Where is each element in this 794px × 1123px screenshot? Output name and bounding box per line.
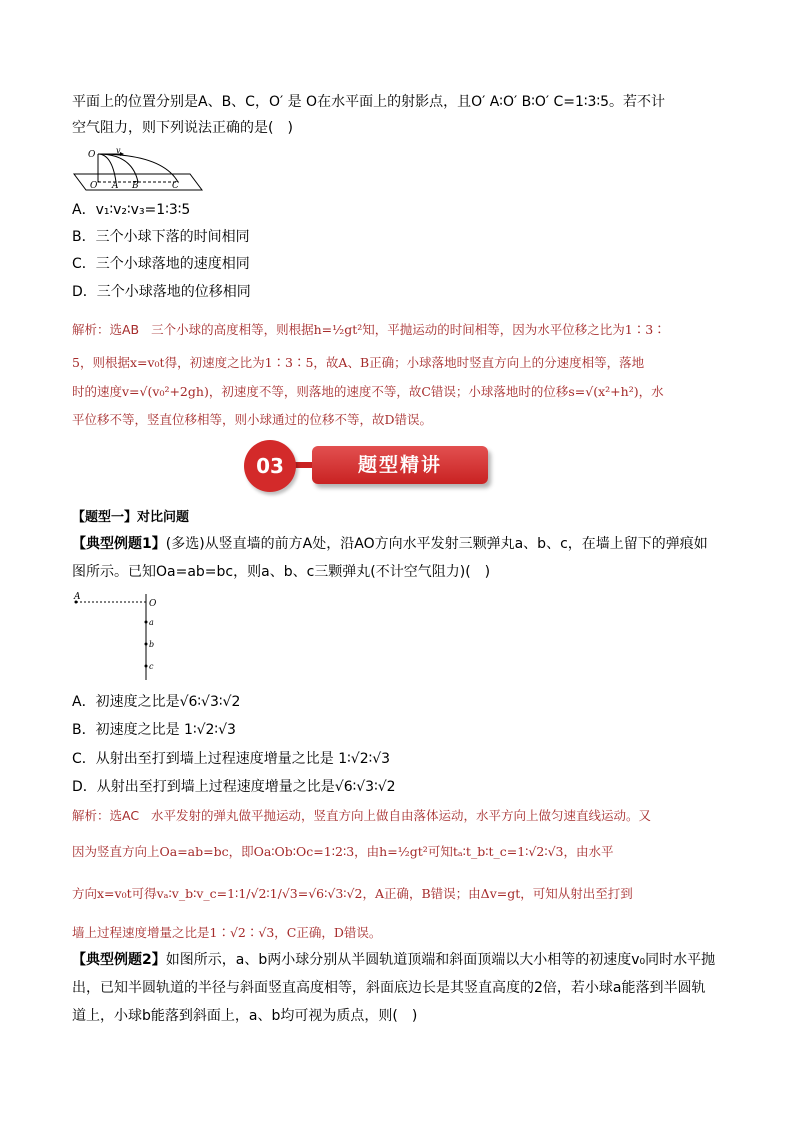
q1-option-a: A．v₁∶v₂∶v₃=1∶3∶5 — [72, 202, 191, 218]
fig1-label-B: B — [132, 181, 139, 191]
fig1-label-A: A — [112, 181, 119, 191]
fig1-label-C: C — [172, 181, 179, 191]
q1-solution-line-3: 时的速度v=√(v₀²+2gh)，初速度不等，则落地的速度不等，故C错误；小球落地时的位移s=√(x²+h²)，水 — [72, 384, 664, 399]
example1-line-1 — [72, 534, 732, 554]
fig2-label-O: O — [149, 599, 157, 609]
q2-solution-line-2: 因为竖直方向上Oa=ab=bc，即Oa∶Ob∶Oc=1∶2∶3，由h=½gt²可知tₐ∶t_b∶t_c=1∶√2∶√3，由水平 — [72, 844, 614, 859]
example1-text-1: (多选)从竖直墙的前方A处，沿AO方向水平发射三颗弹丸a、b、c，在墙上留下的弹痕如 — [165, 536, 708, 552]
q2-option-a: A．初速度之比是√6∶√3∶√2 — [72, 694, 241, 710]
q2-option-b: B．初速度之比是 1∶√2∶√3 — [72, 722, 236, 738]
q1-solution-line-1 — [72, 320, 732, 340]
fig2-label-c: c — [149, 662, 154, 671]
q2-solution-line-1 — [72, 806, 732, 826]
section-title: 【题型一】对比问题 — [72, 510, 190, 525]
trajectory-figure — [72, 146, 204, 192]
fig1-label-v: v — [116, 146, 121, 155]
q2-option-c: C．从射出至打到墙上过程速度增量之比是 1∶√2∶√3 — [72, 751, 391, 767]
intro-line-2: 空气阻力，则下列说法正确的是( ) — [72, 120, 293, 136]
q1-solution-text-1: 三个小球的高度相等，则根据h=½gt²知，平抛运动的时间相等，因为水平位移之比为1∶3∶ — [151, 322, 666, 337]
banner-number: 03 — [244, 440, 296, 492]
fig2-label-a: a — [149, 618, 154, 627]
q1-option-d: D．三个小球落地的位移相同 — [72, 284, 251, 300]
example1-line-2: 图所示。已知Oa=ab=bc，则a、b、c三颗弹丸(不计空气阻力)( ) — [72, 564, 491, 580]
q2-solution-text-1: 水平发射的弹丸做平抛运动，竖直方向上做自由落体运动，水平方向上做匀速直线运动。又 — [150, 808, 651, 823]
banner-title: 题型精讲 — [312, 446, 488, 484]
q1-option-b: B．三个小球下落的时间相同 — [72, 229, 250, 245]
q1-solution-line-2: 5，则根据x=v₀t得，初速度之比为1∶3∶5，故A、B正确；小球落地时竖直方向上的分速度相等，落地 — [72, 355, 645, 370]
q2-solution-line-3: 方向x=v₀t可得vₐ∶v_b∶v_c=1∶1/√2∶1/√3=√6∶√3∶√2，A正确，B错误；由Δv=gt，可知从射出至打到 — [72, 886, 633, 901]
example2-line-2: 出，已知半圆轨道的半径与斜面竖直高度相等，斜面底边长是其竖直高度的2倍，若小球a能落到半圆轨 — [72, 980, 706, 996]
fig2-label-A: A — [74, 592, 81, 602]
example2-text-1: 如图所示，a、b两小球分别从半圆轨道顶端和斜面顶端以大小相等的初速度v₀同时水平抛 — [165, 952, 716, 968]
example2-line-1 — [72, 950, 732, 970]
q2-option-d: D．从射出至打到墙上过程速度增量之比是√6∶√3∶√2 — [72, 779, 396, 795]
example1-label: 【典型例题1】 — [72, 536, 166, 552]
fig1-label-O: O — [88, 150, 96, 160]
fig2-label-b: b — [149, 640, 155, 649]
q2-solution-line-4: 墙上过程速度增量之比是1∶√2∶√3，C正确，D错误。 — [72, 925, 382, 940]
example2-line-3: 道上，小球b能落到斜面上，a、b均可视为质点，则( ) — [72, 1008, 418, 1024]
q1-solution-line-4: 平位移不等，竖直位移相等，则小球通过的位移不等，故D错误。 — [72, 412, 433, 427]
fig1-label-O-prime: O′ — [90, 181, 100, 191]
section-banner — [244, 440, 490, 492]
q2-solution-label: 解析：选AC — [72, 808, 140, 823]
example2-label: 【典型例题2】 — [72, 952, 166, 968]
intro-line-1: 平面上的位置分别是A、B、C，O′ 是 O在水平面上的射影点，且O′ A∶O′ B∶O′ C=1∶3∶5。若不计 — [72, 94, 666, 110]
wall-figure — [72, 590, 162, 682]
q1-option-c: C．三个小球落地的速度相同 — [72, 256, 250, 272]
q1-solution-label: 解析：选AB — [72, 322, 140, 337]
